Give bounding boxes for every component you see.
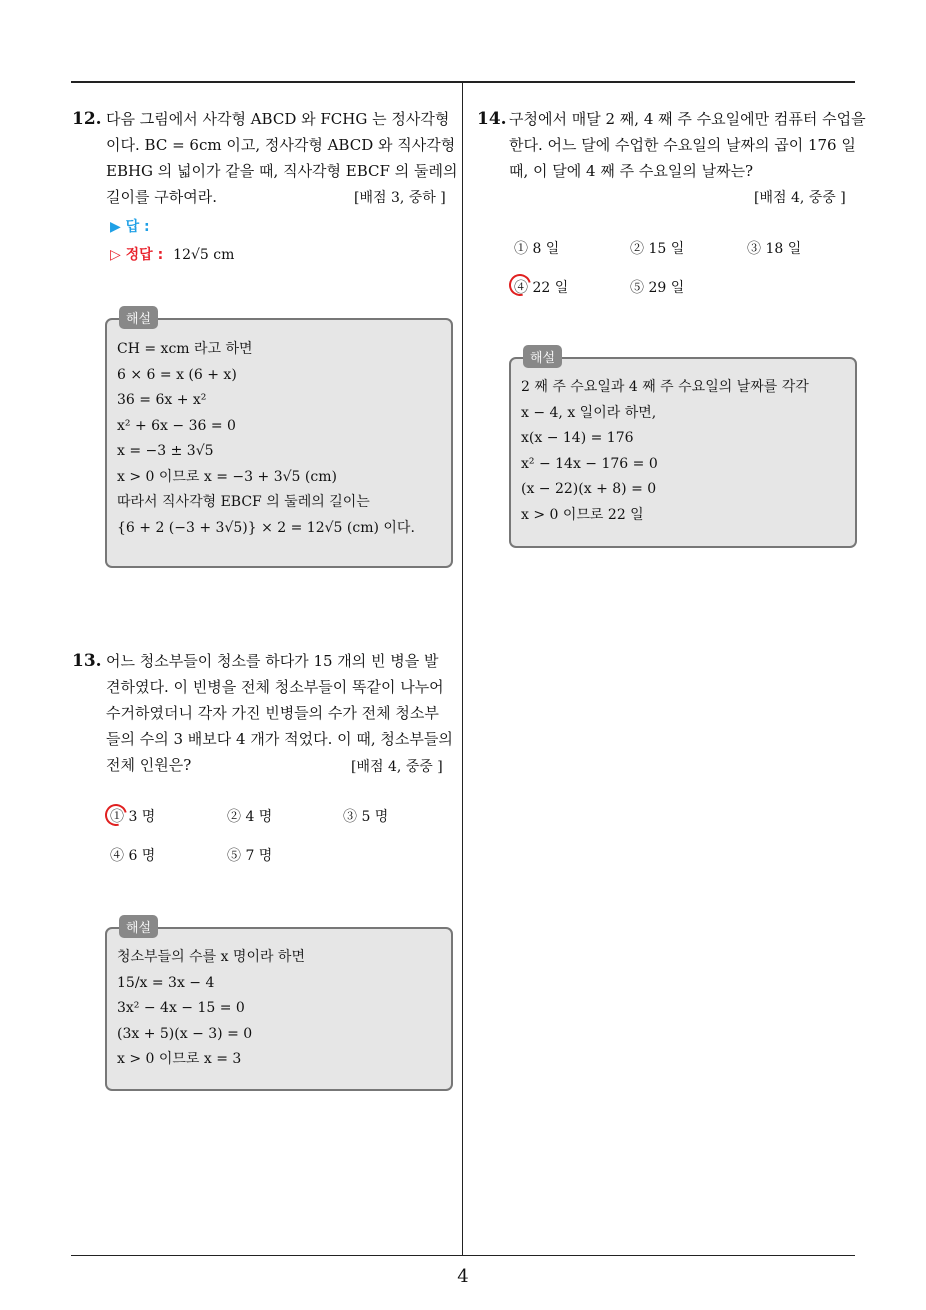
- q14-number: 14.: [477, 109, 507, 129]
- q13-line-4: 들의 수의 3 배보다 4 개가 적었다. 이 때, 청소부들의: [106, 730, 453, 748]
- q12-exp-line-1: CH = xcm 라고 하면: [117, 341, 253, 357]
- q12-answer-label: ▶ 답 :: [110, 219, 150, 235]
- q12-exp-line-2: 6 × 6 = x (6 + x): [117, 366, 237, 383]
- bottom-rule: [71, 1255, 855, 1256]
- column-divider: [462, 82, 463, 1256]
- q12-line-4: 길이를 구하여라.: [106, 188, 217, 206]
- q13-choice-3[interactable]: ③ 5 명: [343, 809, 389, 825]
- q12-exp-line-8: {6 + 2 (−3 + 3√5)} × 2 = 12√5 (cm) 이다.: [117, 519, 415, 536]
- q12-line-1: 다음 그림에서 사각형 ABCD 와 FCHG 는 정사각형: [106, 110, 450, 128]
- q13-choice-1[interactable]: ① 3 명: [110, 809, 156, 825]
- q14-explanation-body: [521, 375, 809, 528]
- q13-choice-4[interactable]: ④ 6 명: [110, 848, 156, 864]
- q14-choice-3[interactable]: ③ 18 일: [747, 241, 802, 257]
- q13-number: 13.: [72, 651, 102, 671]
- q13-exp-line-2: 15/x = 3x − 4: [117, 974, 215, 991]
- q14-line-3: 때, 이 달에 4 째 주 수요일의 날짜는?: [509, 162, 754, 180]
- q12-explanation-body: [117, 337, 415, 541]
- q12-line-3: EBHG 의 넓이가 같을 때, 직사각형 EBCF 의 둘레의: [106, 162, 458, 180]
- q13-exp-line-4: (3x + 5)(x − 3) = 0: [117, 1025, 253, 1042]
- q12-number: 12.: [72, 109, 102, 129]
- q14-line-2: 한다. 어느 달에 수업한 수요일의 날짜의 곱이 176 일: [509, 136, 856, 154]
- q12-line-2: 이다. BC = 6cm 이고, 정사각형 ABCD 와 직사각형: [106, 136, 456, 154]
- q12-exp-line-5: x = −3 ± 3√5: [117, 443, 214, 459]
- q12-exp-line-7: 따라서 직사각형 EBCF 의 둘레의 길이는: [117, 494, 370, 510]
- q13-line-3: 수거하였더니 각자 가진 빈병들의 수가 전체 청소부: [106, 704, 439, 722]
- q12-score: [배점 3, 중하 ]: [354, 190, 446, 206]
- q13-score: [배점 4, 중중 ]: [351, 759, 443, 775]
- q14-explanation-tab: 해설: [523, 345, 562, 368]
- q14-line-1: 구청에서 매달 2 째, 4 째 주 수요일에만 컴퓨터 수업을: [509, 110, 866, 128]
- q13-line-2: 견하였다. 이 빈병을 전체 청소부들이 똑같이 나누어: [106, 678, 444, 696]
- q12-explanation-tab: 해설: [119, 306, 158, 329]
- q12-correct-label: ▷ 정답 :: [110, 247, 164, 263]
- q12-exp-line-3: 36 = 6x + x²: [117, 392, 207, 408]
- q14-exp-line-1: 2 째 주 수요일과 4 째 주 수요일의 날짜를 각각: [521, 379, 809, 395]
- q14-choice-4[interactable]: ④ 22 일: [514, 280, 569, 296]
- q14-choice-1[interactable]: ① 8 일: [514, 241, 560, 257]
- q13-exp-line-5: x > 0 이므로 x = 3: [117, 1051, 242, 1067]
- q14-exp-line-3: x(x − 14) = 176: [521, 430, 634, 446]
- q13-line-5: 전체 인원은?: [106, 756, 192, 774]
- q13-choice-5[interactable]: ⑤ 7 명: [227, 848, 273, 864]
- q12-correct-row: [110, 244, 234, 264]
- q14-exp-line-5: (x − 22)(x + 8) = 0: [521, 481, 657, 497]
- q12-correct-value: 12√5 cm: [173, 247, 235, 263]
- q13-explanation-tab: 해설: [119, 915, 158, 938]
- q14-exp-line-2: x − 4, x 일이라 하면,: [521, 404, 657, 421]
- q13-line-1: 어느 청소부들이 청소를 하다가 15 개의 빈 병을 발: [106, 652, 439, 670]
- q14-exp-line-4: x² − 14x − 176 = 0: [521, 455, 658, 472]
- q13-explanation-body: [117, 945, 305, 1073]
- page-number: 4: [457, 1266, 469, 1287]
- q12-exp-line-6: x > 0 이므로 x = −3 + 3√5 (cm): [117, 468, 337, 485]
- q14-score: [배점 4, 중중 ]: [754, 190, 846, 206]
- q13-choice-2[interactable]: ② 4 명: [227, 809, 273, 825]
- q13-exp-line-1: 청소부들의 수를 x 명이라 하면: [117, 949, 305, 965]
- top-rule: [71, 81, 855, 83]
- q12-exp-line-4: x² + 6x − 36 = 0: [117, 417, 236, 434]
- q14-choice-2[interactable]: ② 15 일: [630, 241, 685, 257]
- q13-exp-line-3: 3x² − 4x − 15 = 0: [117, 1000, 245, 1016]
- q14-choice-5[interactable]: ⑤ 29 일: [630, 280, 685, 296]
- q14-exp-line-6: x > 0 이므로 22 일: [521, 506, 644, 523]
- q14-text: [509, 106, 866, 184]
